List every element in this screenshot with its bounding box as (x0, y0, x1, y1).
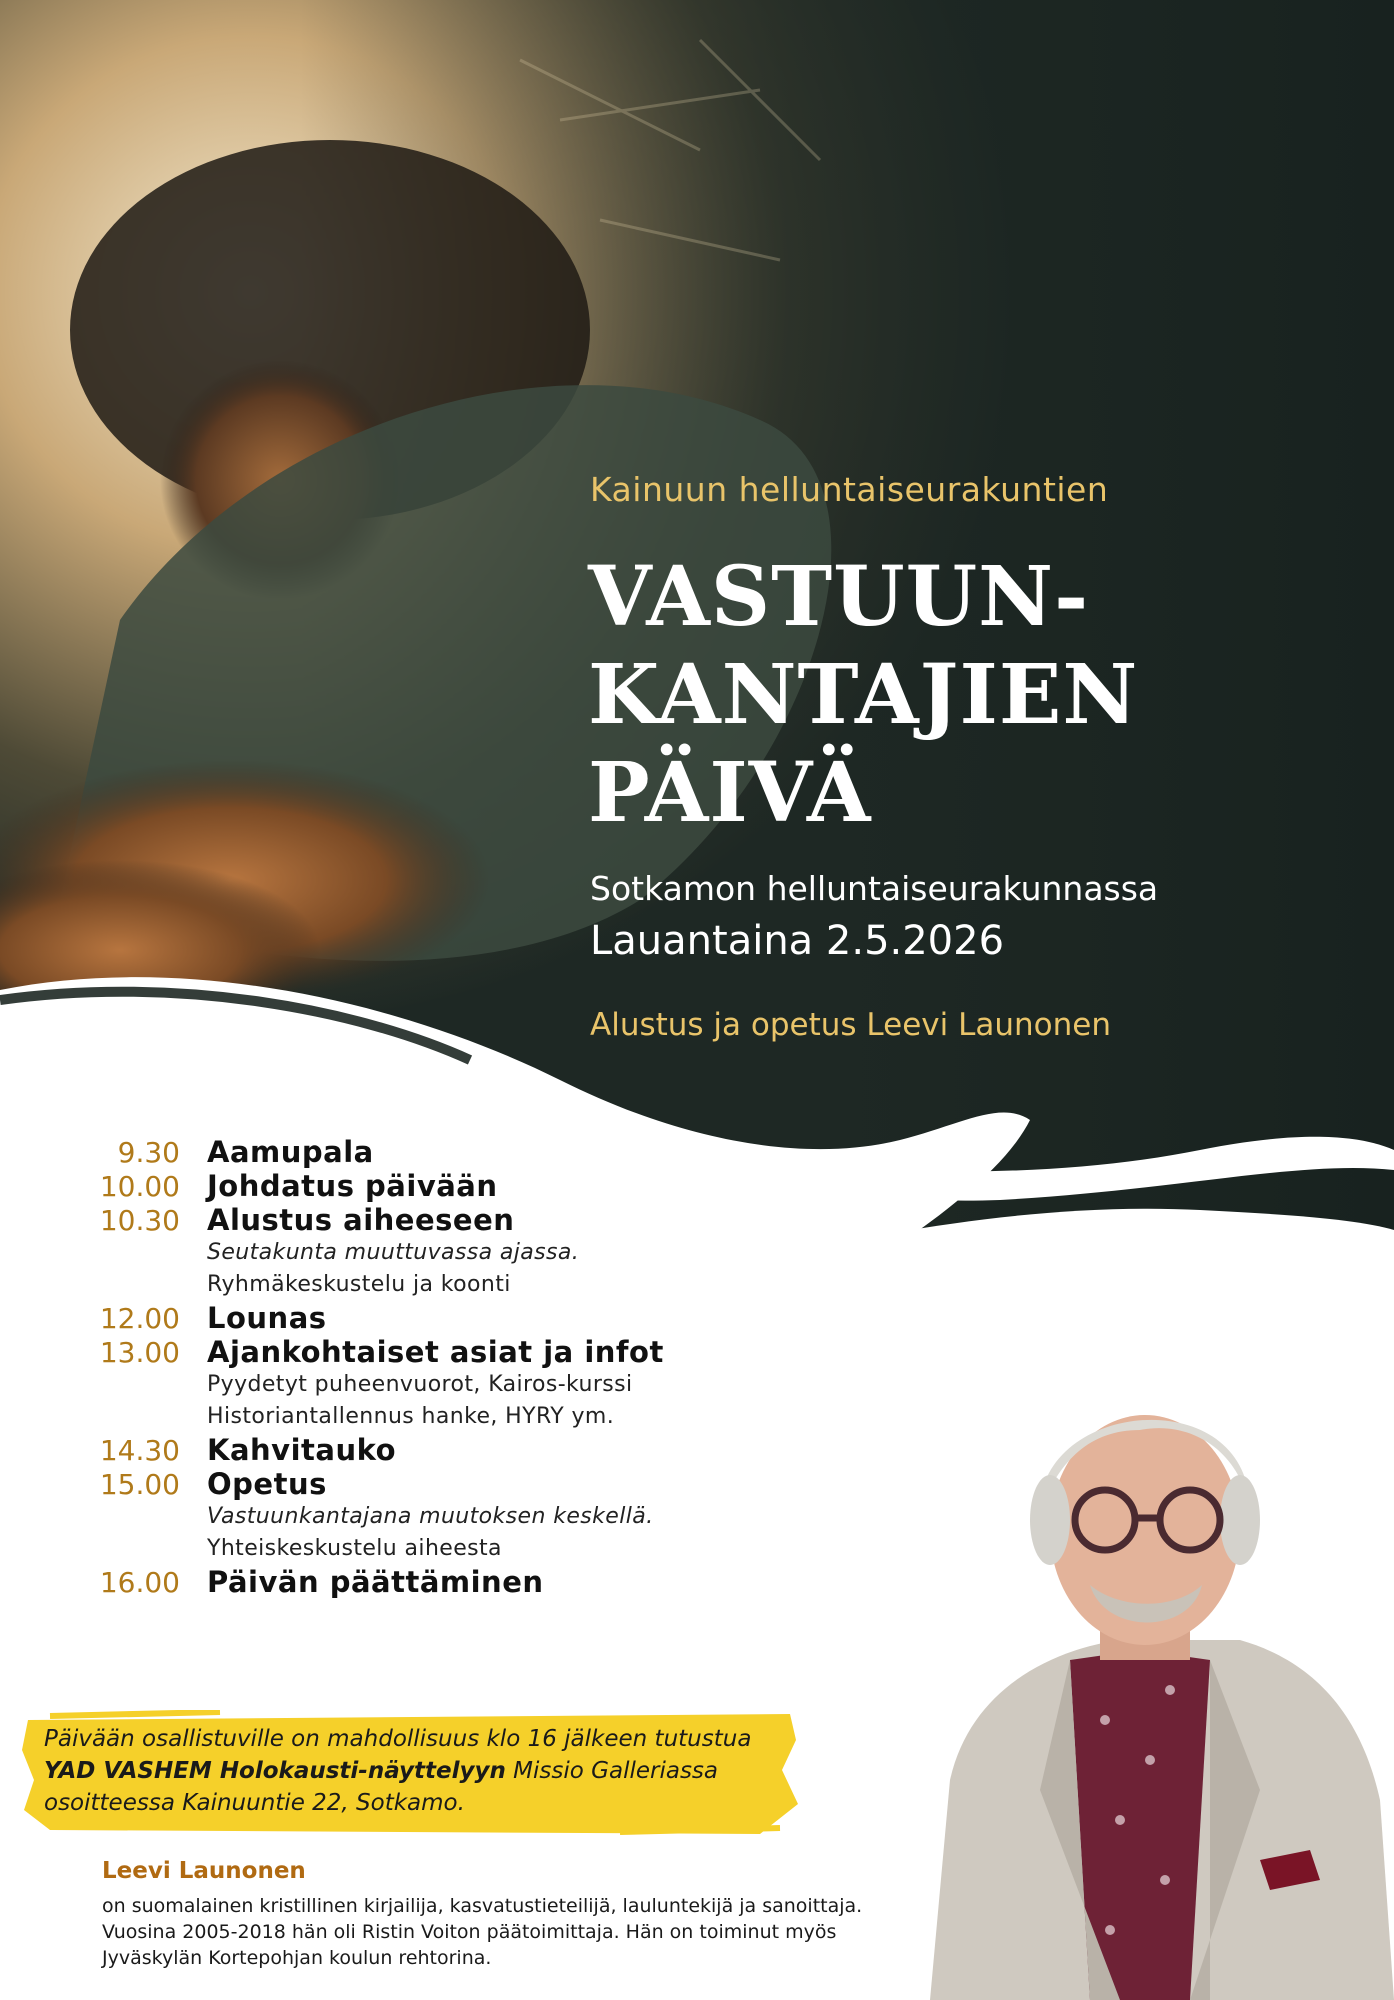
event-location: Sotkamon helluntaiseurakunnassa (590, 869, 1159, 908)
schedule-item (95, 1433, 795, 1467)
schedule-time: 10.00 (99, 1170, 180, 1203)
speaker-portrait (890, 1360, 1394, 2000)
schedule-detail: Historiantallennus hanke, HYRY ym. (207, 1404, 615, 1429)
schedule-detail: Yhteiskeskustelu aiheesta (207, 1536, 502, 1561)
schedule-item (95, 1565, 795, 1599)
schedule-time: 10.30 (99, 1204, 180, 1237)
schedule-item (95, 1301, 795, 1335)
schedule-detail: Ryhmäkeskustelu ja koonti (207, 1272, 511, 1297)
schedule-event: Johdatus päivään (207, 1169, 498, 1203)
notice-text-2: Missio Galleriassa osoitteessa Kainuuntie 22, Sotkamo. (44, 1758, 719, 1816)
schedule-time: 12.00 (99, 1302, 180, 1335)
schedule-event: Ajankohtaiset asiat ja infot (207, 1335, 664, 1369)
schedule-item (95, 1135, 795, 1169)
schedule-detail: Seutakunta muuttuvassa ajassa. (207, 1240, 580, 1265)
event-title (588, 548, 1138, 842)
title-line-1: VASTUUN- (588, 549, 1090, 645)
schedule-time: 16.00 (99, 1566, 180, 1599)
notice-highlight: YAD VASHEM Holokausti-näyttelyyn (44, 1758, 506, 1784)
title-line-2: KANTAJIEN (588, 647, 1139, 743)
schedule-event: Päivän päättäminen (207, 1565, 544, 1599)
schedule-event: Kahvitauko (207, 1433, 397, 1467)
bio-text: on suomalainen kristillinen kirjailija, kasvatustieteilijä, lauluntekijä ja sanoittaja. Vuosina 2005-2018 hän oli Ristin Voiton päätoimittaja. Hän on toiminut myös Jyväskylän Kortepohjan koulun rehtorina. (102, 1895, 863, 1969)
notice-text-1: Päivään osallistuville on mahdollisuus klo 16 jälkeen tutustua (44, 1726, 752, 1752)
event-subtitle: Kainuun helluntaiseurakuntien (590, 470, 1109, 509)
schedule-item (95, 1169, 795, 1203)
schedule (95, 1135, 795, 1599)
schedule-event: Opetus (207, 1467, 327, 1501)
bio-name: Leevi Launonen (102, 1858, 306, 1884)
speaker-line: Alustus ja opetus Leevi Launonen (590, 1007, 1111, 1043)
schedule-event: Lounas (207, 1301, 327, 1335)
schedule-detail: Vastuunkantajana muutoksen keskellä. (207, 1504, 654, 1529)
schedule-item (95, 1335, 795, 1433)
schedule-detail: Pyydetyt puheenvuorot, Kairos-kurssi (207, 1372, 633, 1397)
schedule-event: Aamupala (207, 1135, 374, 1169)
exhibition-notice (44, 1723, 804, 1819)
schedule-event: Alustus aiheeseen (207, 1203, 515, 1237)
schedule-time: 14.30 (99, 1434, 180, 1467)
schedule-time: 15.00 (99, 1468, 180, 1501)
schedule-item (95, 1203, 795, 1301)
event-date: Lauantaina 2.5.2026 (590, 918, 1005, 964)
schedule-time: 9.30 (117, 1136, 180, 1169)
schedule-time: 13.00 (99, 1336, 180, 1369)
schedule-item (95, 1467, 795, 1565)
title-line-3: PÄIVÄ (588, 745, 872, 841)
